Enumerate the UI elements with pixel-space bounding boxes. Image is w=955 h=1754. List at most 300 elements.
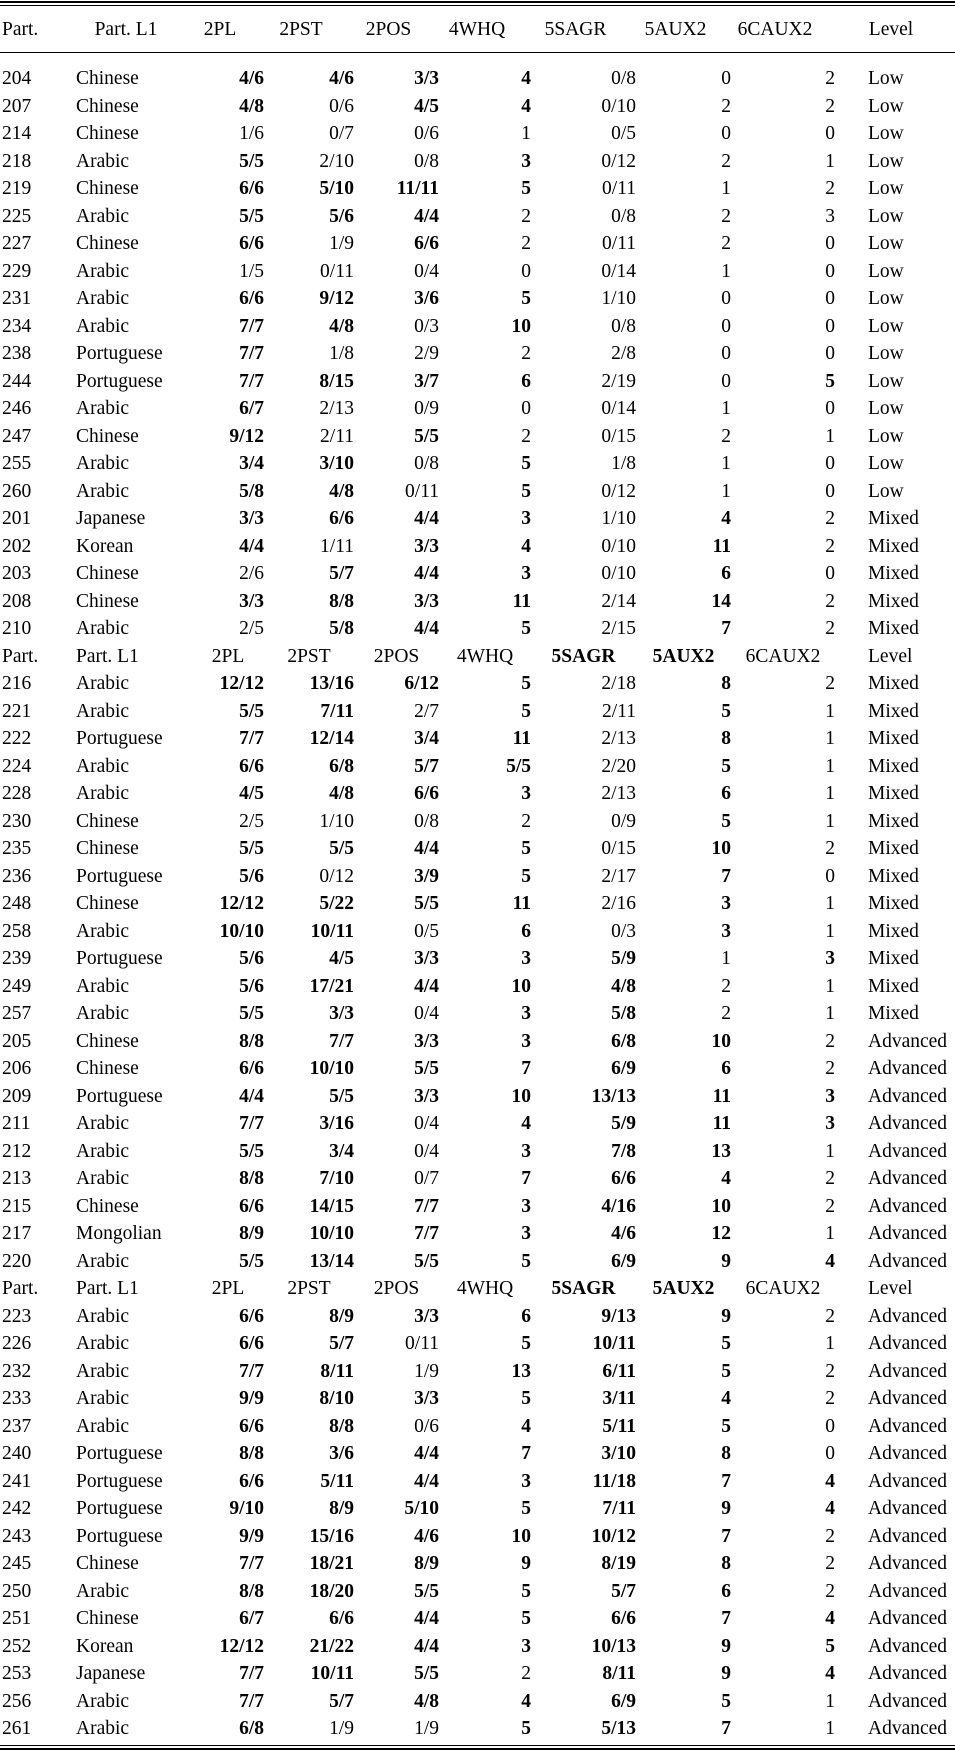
- table-cell: 5/11: [602, 1415, 636, 1437]
- table-cell: 6: [721, 1580, 731, 1602]
- table-cell: 5/8: [329, 618, 354, 639]
- table-cell: 5/11: [320, 1470, 354, 1492]
- table-cell: 3: [721, 893, 731, 914]
- table-cell: Mixed: [868, 673, 919, 694]
- table-cell: 2/13: [601, 783, 636, 804]
- table-cell: Arabic: [76, 1140, 130, 1162]
- table-cell: 6/6: [611, 1608, 636, 1629]
- table-cell: 237: [2, 1415, 32, 1437]
- table-cell: 2/6: [239, 563, 264, 584]
- table-cell: 238: [2, 343, 32, 364]
- table-cell: 2/13: [601, 728, 636, 749]
- table-cell: 248: [2, 893, 32, 914]
- table-cell: 10/11: [592, 1333, 636, 1354]
- table-cell: 9: [521, 1553, 531, 1574]
- table-cell: 1: [721, 178, 731, 199]
- table-cell: 2/18: [601, 673, 636, 694]
- table-cell: 2/11: [602, 700, 636, 722]
- table-cell: 6/9: [611, 1058, 636, 1079]
- table-cell: Advanced: [868, 1718, 948, 1739]
- table-cell: Arabic: [76, 1333, 130, 1354]
- table-cell: Low: [868, 315, 904, 337]
- table-cell: 261: [2, 1718, 32, 1739]
- table-cell: 9/9: [239, 1388, 264, 1409]
- table-row: [0, 533, 955, 561]
- table-cell: 6/12: [404, 673, 439, 694]
- table-cell: 2: [521, 343, 531, 364]
- table-cell: 1/6: [239, 123, 264, 144]
- table-cell: 1/8: [611, 453, 636, 474]
- table-cell: 5/5: [329, 1085, 354, 1107]
- repeated-header-row: [0, 1275, 955, 1303]
- table-cell: 209: [2, 1085, 32, 1107]
- table-cell: 213: [2, 1168, 32, 1189]
- table-cell: 7: [521, 1058, 531, 1079]
- table-cell: 0/8: [611, 68, 636, 89]
- table-cell: 3: [521, 508, 531, 529]
- table-cell: 2: [825, 68, 835, 89]
- table-cell: 2: [825, 673, 835, 694]
- table-cell: 5: [521, 838, 531, 859]
- table-cell: 8/8: [239, 1580, 264, 1602]
- table-cell: 5/5: [239, 1140, 264, 1162]
- table-cell: 258: [2, 920, 32, 942]
- header-cell: 2PL: [203, 19, 237, 40]
- table-cell: 202: [2, 535, 32, 557]
- table-row: [0, 93, 955, 121]
- table-row: [0, 1468, 955, 1496]
- table-cell: 10/11: [310, 920, 354, 942]
- table-cell: 3: [825, 205, 835, 227]
- table-cell: Mixed: [868, 618, 919, 639]
- table-cell: 4: [521, 1113, 531, 1134]
- table-cell: Arabic: [76, 700, 130, 722]
- table-cell: 2: [721, 233, 731, 254]
- table-cell: 5/7: [329, 563, 354, 584]
- table-cell: 10/11: [310, 1663, 354, 1684]
- table-cell: 0: [825, 480, 835, 502]
- table-cell: 17/21: [309, 975, 354, 997]
- table-cell: 1: [825, 1003, 835, 1024]
- table-cell: 6: [721, 783, 731, 804]
- table-cell: 11: [712, 1113, 731, 1134]
- table-cell: Low: [868, 68, 904, 89]
- table-cell: 226: [2, 1333, 32, 1354]
- table-cell: 225: [2, 205, 32, 227]
- table-cell: 3: [521, 948, 531, 969]
- table-cell: 230: [2, 810, 32, 832]
- table-cell: 4/8: [329, 783, 354, 804]
- table-cell: 6/8: [329, 755, 354, 777]
- table-cell: 239: [2, 948, 32, 969]
- table-cell: 5/5: [414, 1058, 439, 1079]
- table-cell: Mixed: [868, 535, 919, 557]
- table-cell: Portuguese: [76, 1470, 163, 1492]
- table-cell: 7/7: [239, 1113, 264, 1134]
- table-cell: Low: [868, 123, 904, 144]
- table-cell: Chinese: [76, 1608, 139, 1629]
- table-cell: 1: [825, 755, 835, 777]
- table-cell: 0/6: [329, 95, 354, 117]
- table-cell: 8/8: [239, 1443, 264, 1464]
- table-cell: Arabic: [76, 618, 130, 639]
- table-cell: 2: [721, 1003, 731, 1024]
- table-cell: 5: [825, 370, 835, 392]
- table-cell: Arabic: [76, 205, 130, 227]
- header-cell: 6CAUX2: [745, 645, 821, 667]
- table-cell: 4/4: [414, 975, 439, 997]
- table-cell: 3: [521, 1635, 531, 1657]
- table-cell: 1: [721, 948, 731, 969]
- table-cell: 1: [825, 810, 835, 832]
- table-cell: 2: [825, 1580, 835, 1602]
- table-cell: 9/13: [601, 1305, 636, 1327]
- table-cell: 5/13: [601, 1718, 636, 1739]
- table-cell: 5: [721, 1333, 731, 1354]
- table-cell: 0/9: [414, 398, 439, 419]
- table-cell: 1/10: [601, 288, 636, 309]
- table-cell: 7: [721, 1608, 731, 1629]
- table-cell: 5: [721, 755, 731, 777]
- table-cell: 21/22: [309, 1635, 354, 1657]
- table-cell: 15/16: [309, 1525, 354, 1547]
- table-cell: 5: [521, 1498, 531, 1519]
- table-row: [0, 1688, 955, 1716]
- table-cell: Low: [868, 150, 904, 172]
- table-cell: Chinese: [76, 123, 139, 144]
- table-cell: 7: [721, 618, 731, 639]
- table-cell: 207: [2, 95, 32, 117]
- table-cell: 5/5: [414, 1580, 439, 1602]
- table-cell: 2: [825, 1058, 835, 1079]
- table-cell: 2: [721, 95, 731, 117]
- table-cell: 6/6: [239, 1195, 264, 1217]
- table-cell: 8/8: [329, 1415, 354, 1437]
- table-cell: 2: [721, 425, 731, 447]
- table-cell: 0/7: [414, 1168, 439, 1189]
- table-cell: Arabic: [76, 150, 130, 172]
- header-cell: Part.: [2, 645, 39, 667]
- table-cell: 1/10: [319, 810, 354, 832]
- table-cell: 255: [2, 453, 32, 474]
- table-cell: 2/20: [601, 755, 636, 777]
- table-cell: 217: [2, 1223, 32, 1244]
- table-cell: 6/6: [239, 288, 264, 309]
- table-cell: 4/5: [329, 948, 354, 969]
- table-cell: 4/5: [414, 95, 439, 117]
- table-cell: 231: [2, 288, 32, 309]
- table-cell: 2/15: [601, 618, 636, 639]
- table-cell: 4/4: [239, 1085, 264, 1107]
- table-cell: 1: [825, 1223, 835, 1244]
- table-cell: 8/11: [602, 1663, 636, 1684]
- table-cell: Mixed: [868, 810, 919, 832]
- table-cell: 2/17: [601, 865, 636, 887]
- table-cell: 1: [721, 480, 731, 502]
- table-cell: 1: [825, 975, 835, 997]
- table-cell: 18/20: [309, 1580, 354, 1602]
- top-rule: [0, 1, 955, 3]
- table-cell: 4: [521, 1415, 531, 1437]
- table-cell: 0: [825, 865, 835, 887]
- table-cell: 5/7: [414, 755, 439, 777]
- table-cell: 5: [521, 673, 531, 694]
- table-cell: 10: [711, 1030, 731, 1052]
- table-cell: 3/3: [414, 535, 439, 557]
- table-cell: 8: [721, 1553, 731, 1574]
- table-row: [0, 230, 955, 258]
- table-cell: 2: [825, 1030, 835, 1052]
- table-cell: 4/8: [414, 1690, 439, 1712]
- table-cell: 10/10: [309, 1058, 354, 1079]
- header-cell: 4WHQ: [456, 1278, 514, 1299]
- table-cell: 4: [521, 1690, 531, 1712]
- table-cell: 234: [2, 315, 32, 337]
- data-table: [0, 16, 955, 44]
- table-cell: 3/7: [414, 370, 439, 392]
- table-row: [0, 1248, 955, 1276]
- table-cell: 4/8: [329, 315, 354, 337]
- table-row: [0, 1550, 955, 1578]
- table-cell: 3/4: [414, 728, 439, 749]
- table-cell: Arabic: [76, 1690, 130, 1712]
- table-cell: 233: [2, 1388, 32, 1409]
- table-cell: 5: [521, 480, 531, 502]
- table-cell: 2: [825, 1553, 835, 1574]
- table-cell: 2: [825, 178, 835, 199]
- table-row: [0, 1193, 955, 1221]
- table-cell: Arabic: [76, 1168, 130, 1189]
- table-cell: 0/4: [414, 1140, 439, 1162]
- table-cell: 11/18: [592, 1470, 636, 1492]
- table-cell: 0: [825, 453, 835, 474]
- table-row: [0, 505, 955, 533]
- table-cell: Advanced: [868, 1525, 948, 1547]
- table-cell: 7/7: [239, 1553, 264, 1574]
- table-cell: 208: [2, 590, 32, 612]
- table-cell: 219: [2, 178, 32, 199]
- header-cell: 6CAUX2: [737, 19, 813, 40]
- table-cell: 9: [721, 1305, 731, 1327]
- table-cell: 3/4: [239, 453, 264, 474]
- table-cell: Portuguese: [76, 728, 163, 749]
- table-cell: Portuguese: [76, 343, 163, 364]
- table-cell: 11: [512, 893, 531, 914]
- table-cell: Advanced: [868, 1580, 948, 1602]
- table-row: [0, 835, 955, 863]
- table-cell: 3/3: [414, 590, 439, 612]
- table-cell: Advanced: [868, 1305, 948, 1327]
- table-cell: 0: [825, 233, 835, 254]
- table-cell: 4: [825, 1663, 835, 1684]
- table-row: [0, 1385, 955, 1413]
- table-cell: 5/7: [329, 1333, 354, 1354]
- table-cell: 257: [2, 1003, 32, 1024]
- header-cell: 2PST: [279, 19, 323, 40]
- table-cell: Mixed: [868, 948, 919, 969]
- table-cell: 2: [721, 205, 731, 227]
- table-cell: 3/3: [414, 1388, 439, 1409]
- table-cell: 3/3: [414, 1305, 439, 1327]
- table-cell: 3/3: [239, 590, 264, 612]
- table-cell: 3/3: [414, 68, 439, 89]
- table-cell: Korean: [76, 1635, 134, 1657]
- table-cell: 5/9: [611, 1113, 636, 1134]
- table-cell: Advanced: [868, 1690, 948, 1712]
- table-cell: 211: [2, 1113, 31, 1134]
- table-row: [0, 753, 955, 781]
- table-cell: 222: [2, 728, 32, 749]
- table-cell: 2: [825, 1360, 835, 1382]
- table-cell: 0/5: [611, 123, 636, 144]
- table-cell: 245: [2, 1553, 32, 1574]
- table-cell: 13/13: [591, 1085, 636, 1107]
- table-cell: Arabic: [76, 315, 130, 337]
- table-row: [0, 1303, 955, 1331]
- table-cell: 2: [521, 205, 531, 227]
- table-cell: 0/3: [611, 920, 636, 942]
- table-cell: 12: [711, 1223, 731, 1244]
- table-cell: 2: [521, 1663, 531, 1684]
- table-cell: Advanced: [868, 1140, 948, 1162]
- table-cell: 5/5: [414, 1663, 439, 1684]
- table-cell: Mixed: [868, 920, 919, 942]
- table-cell: 9: [721, 1498, 731, 1519]
- table-cell: 0: [721, 68, 731, 89]
- table-cell: 2: [825, 508, 835, 529]
- table-cell: 7/7: [329, 1030, 354, 1052]
- table-cell: 4/4: [414, 838, 439, 859]
- table-cell: 0: [825, 563, 835, 584]
- table-cell: 1/5: [239, 260, 264, 282]
- table-cell: 228: [2, 783, 32, 804]
- table-cell: 4/8: [611, 975, 636, 997]
- table-cell: 4/4: [414, 563, 439, 584]
- table-cell: 5/8: [239, 480, 264, 502]
- table-cell: 247: [2, 425, 32, 447]
- table-cell: 5/6: [239, 948, 264, 969]
- table-cell: 1: [825, 1333, 835, 1354]
- table-cell: Low: [868, 260, 904, 282]
- table-cell: 1: [825, 783, 835, 804]
- table-cell: 0/8: [414, 453, 439, 474]
- table-cell: 205: [2, 1030, 32, 1052]
- table-cell: 3/6: [329, 1443, 354, 1464]
- table-cell: 5/5: [239, 838, 264, 859]
- table-cell: 4/4: [239, 535, 264, 557]
- repeated-header-row: [0, 643, 955, 671]
- table-cell: 5: [521, 453, 531, 474]
- table-cell: 4/4: [414, 205, 439, 227]
- table-cell: 3/10: [601, 1443, 636, 1464]
- table-cell: 3: [521, 563, 531, 584]
- table-cell: 0: [825, 288, 835, 309]
- table-cell: Mixed: [868, 755, 919, 777]
- table-cell: 1: [825, 893, 835, 914]
- table-cell: 2/16: [601, 893, 636, 914]
- table-row: [0, 588, 955, 616]
- table-cell: 3/4: [329, 1140, 354, 1162]
- table-cell: 6/6: [239, 178, 264, 199]
- table-cell: 3/3: [414, 1030, 439, 1052]
- table-cell: 7/7: [239, 343, 264, 364]
- table-cell: 3: [521, 150, 531, 172]
- table-cell: 5: [521, 1333, 531, 1354]
- table-cell: Portuguese: [76, 1525, 163, 1547]
- table-row: [0, 1110, 955, 1138]
- table-cell: 6/8: [239, 1718, 264, 1739]
- table-cell: 0: [721, 370, 731, 392]
- table-cell: 0/14: [601, 398, 636, 419]
- table-cell: 250: [2, 1580, 32, 1602]
- table-cell: 4/8: [239, 95, 264, 117]
- table-cell: 5: [521, 1608, 531, 1629]
- table-cell: 246: [2, 398, 32, 419]
- table-cell: 5/10: [319, 178, 354, 199]
- table-cell: 13/16: [309, 673, 354, 694]
- table-row: [0, 340, 955, 368]
- table-cell: 7/8: [611, 1140, 636, 1162]
- table-cell: 11: [712, 535, 731, 557]
- table-cell: 206: [2, 1058, 32, 1079]
- table-row: [0, 560, 955, 588]
- table-cell: 2/19: [601, 370, 636, 392]
- table-cell: Arabic: [76, 1250, 130, 1272]
- table-cell: Low: [868, 233, 904, 254]
- table-cell: 4/6: [329, 68, 354, 89]
- table-cell: 5: [825, 1635, 835, 1657]
- table-cell: 223: [2, 1305, 32, 1327]
- table-cell: 10: [511, 1525, 531, 1547]
- table-cell: Mixed: [868, 865, 919, 887]
- table-cell: 7: [521, 1168, 531, 1189]
- table-cell: 2: [825, 1168, 835, 1189]
- table-cell: Arabic: [76, 920, 130, 942]
- table-cell: 6/6: [239, 1305, 264, 1327]
- table-cell: 0/8: [611, 205, 636, 227]
- table-row: [0, 1523, 955, 1551]
- table-cell: Low: [868, 370, 904, 392]
- table-row: [0, 918, 955, 946]
- table-cell: Advanced: [868, 1085, 948, 1107]
- table-cell: Low: [868, 205, 904, 227]
- table-cell: 0/11: [320, 260, 354, 282]
- table-cell: 1: [825, 1690, 835, 1712]
- table-cell: 10: [511, 315, 531, 337]
- table-row: [0, 1413, 955, 1441]
- table-cell: 5/5: [414, 893, 439, 914]
- table-cell: 0/6: [414, 1415, 439, 1437]
- table-row: [0, 1715, 955, 1743]
- table-cell: 5: [721, 700, 731, 722]
- table-row: [0, 670, 955, 698]
- table-cell: Low: [868, 343, 904, 364]
- table-cell: 2: [825, 1305, 835, 1327]
- table-cell: Chinese: [76, 838, 139, 859]
- table-cell: 0: [825, 315, 835, 337]
- table-cell: Arabic: [76, 1360, 130, 1382]
- table-cell: 6/9: [611, 1250, 636, 1272]
- table-cell: 6/8: [611, 1030, 636, 1052]
- table-cell: Chinese: [76, 590, 139, 612]
- table-cell: 256: [2, 1690, 32, 1712]
- table-cell: 8/9: [329, 1498, 354, 1519]
- table-cell: Japanese: [76, 1663, 146, 1684]
- table-cell: 243: [2, 1525, 32, 1547]
- table-cell: 1: [825, 1718, 835, 1739]
- table-cell: 12/14: [309, 728, 354, 749]
- table-cell: 0/12: [601, 480, 636, 502]
